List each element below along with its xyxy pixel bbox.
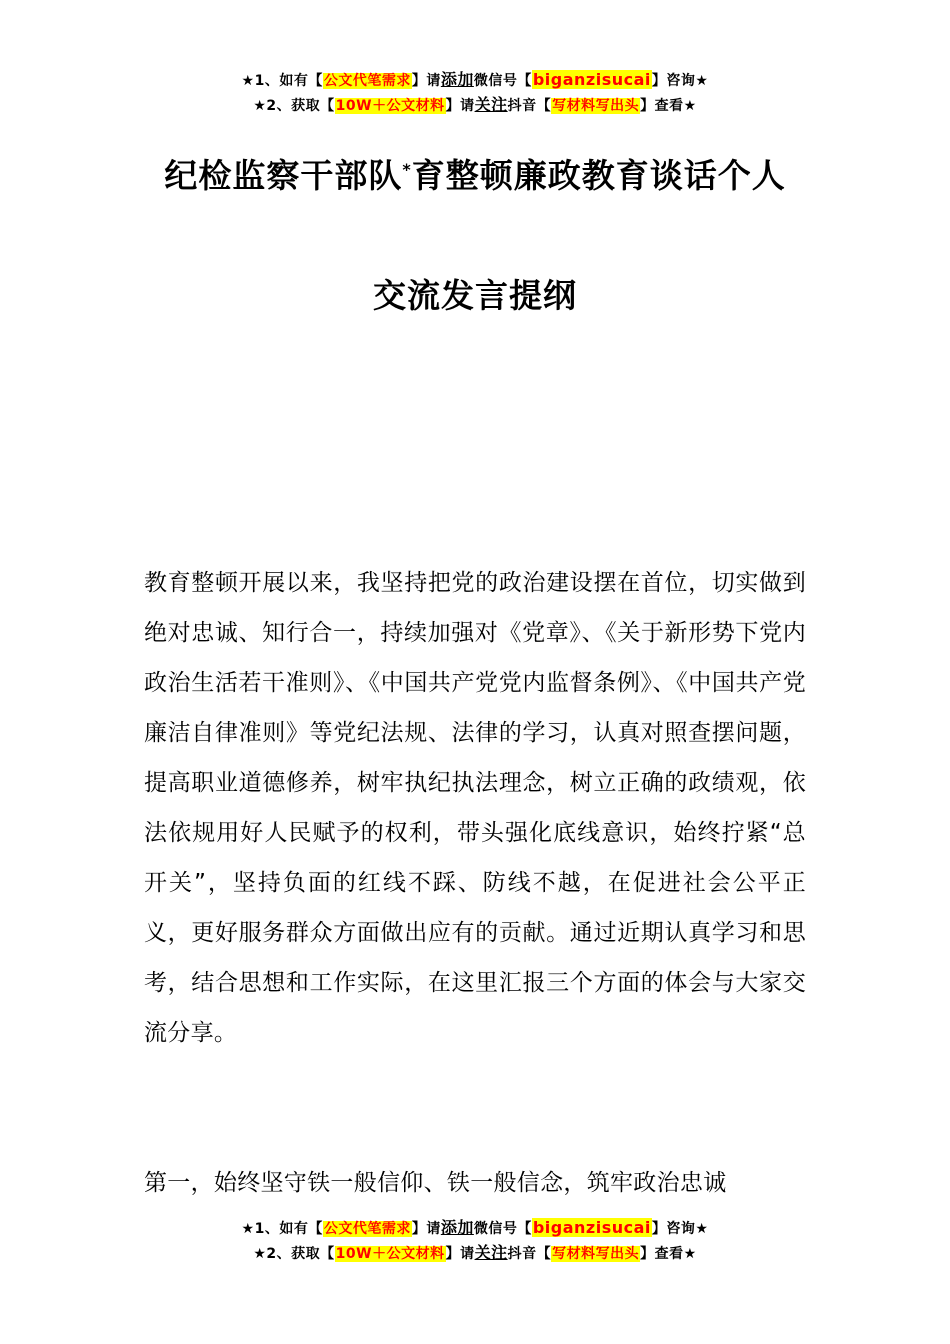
promo-text: 】查看★	[640, 98, 697, 114]
promo-line-2	[0, 1241, 950, 1266]
promo-highlight: 写材料写出头	[552, 1246, 640, 1262]
promo-text: ★1、如有【	[241, 1221, 323, 1237]
promo-emphasis: 添加	[440, 70, 474, 89]
promo-highlight: 写材料写出头	[552, 98, 640, 114]
promo-line-2	[0, 93, 950, 118]
title-asterisk: *	[402, 160, 412, 179]
body-paragraph-1: 教育整顿开展以来，我坚持把党的政治建设摆在首位，切实做到绝对忠诚、知行合一，持续加强对《党章》、《关于新形势下党内政治生活若干准则》、《中国共产党党内监督条例》、《中国共产党廉洁自律准则》等党纪法规、法律的学习，认真对照查摆问题，提高职业道德修养，树牢执纪执法理念，树立正确的政绩观，依法依规用好人民赋予的权利，带头强化底线意识，始终拧紧“总开关”，坚持负面的红线不踩、防线不越，在促进社会公平正义，更好服务群众方面做出应有的贡献。通过近期认真学习和思考，结合思想和工作实际，在这里汇报三个方面的体会与大家交流分享。	[144, 570, 806, 1046]
document-title-line-2: 交流发言提纲	[373, 276, 577, 315]
promo-text: 抖音【	[507, 98, 552, 114]
promo-highlight: 10W＋公文材料	[335, 98, 445, 114]
promo-line-1	[0, 68, 950, 93]
promo-emphasis: 关注	[474, 95, 508, 114]
promo-highlight: 公文代笔需求	[323, 73, 411, 89]
promo-wechat-id: biganzisucai	[532, 1218, 651, 1237]
promo-text: 】请	[445, 1246, 475, 1262]
title-part: 纪检监察干部队	[164, 156, 403, 195]
promo-text: 】请	[411, 1221, 441, 1237]
promo-text: 微信号【	[473, 73, 532, 89]
promo-text: 】请	[411, 73, 441, 89]
title-part: 育整顿廉政教育谈话个人	[411, 156, 786, 195]
promo-text: 】查看★	[640, 1246, 697, 1262]
promo-highlight: 10W＋公文材料	[335, 1246, 445, 1262]
promo-text: ★2、获取【	[253, 1246, 335, 1262]
footer-promo	[0, 1216, 950, 1266]
body-paragraph-2: 第一，始终坚守铁一般信仰、铁一般信念，筑牢政治忠诚	[144, 1170, 727, 1196]
promo-text: ★2、获取【	[253, 98, 335, 114]
promo-emphasis: 关注	[474, 1243, 508, 1262]
promo-text: ★1、如有【	[241, 73, 323, 89]
promo-text: 抖音【	[507, 1246, 552, 1262]
promo-text: 微信号【	[473, 1221, 532, 1237]
promo-highlight: 公文代笔需求	[323, 1221, 411, 1237]
promo-text: 】咨询★	[651, 73, 709, 89]
promo-wechat-id: biganzisucai	[532, 70, 651, 89]
promo-text: 】请	[445, 98, 475, 114]
promo-line-1	[0, 1216, 950, 1241]
document-title-line-1	[0, 150, 950, 197]
promo-emphasis: 添加	[440, 1218, 474, 1237]
header-promo	[0, 68, 950, 118]
promo-text: 】咨询★	[651, 1221, 709, 1237]
